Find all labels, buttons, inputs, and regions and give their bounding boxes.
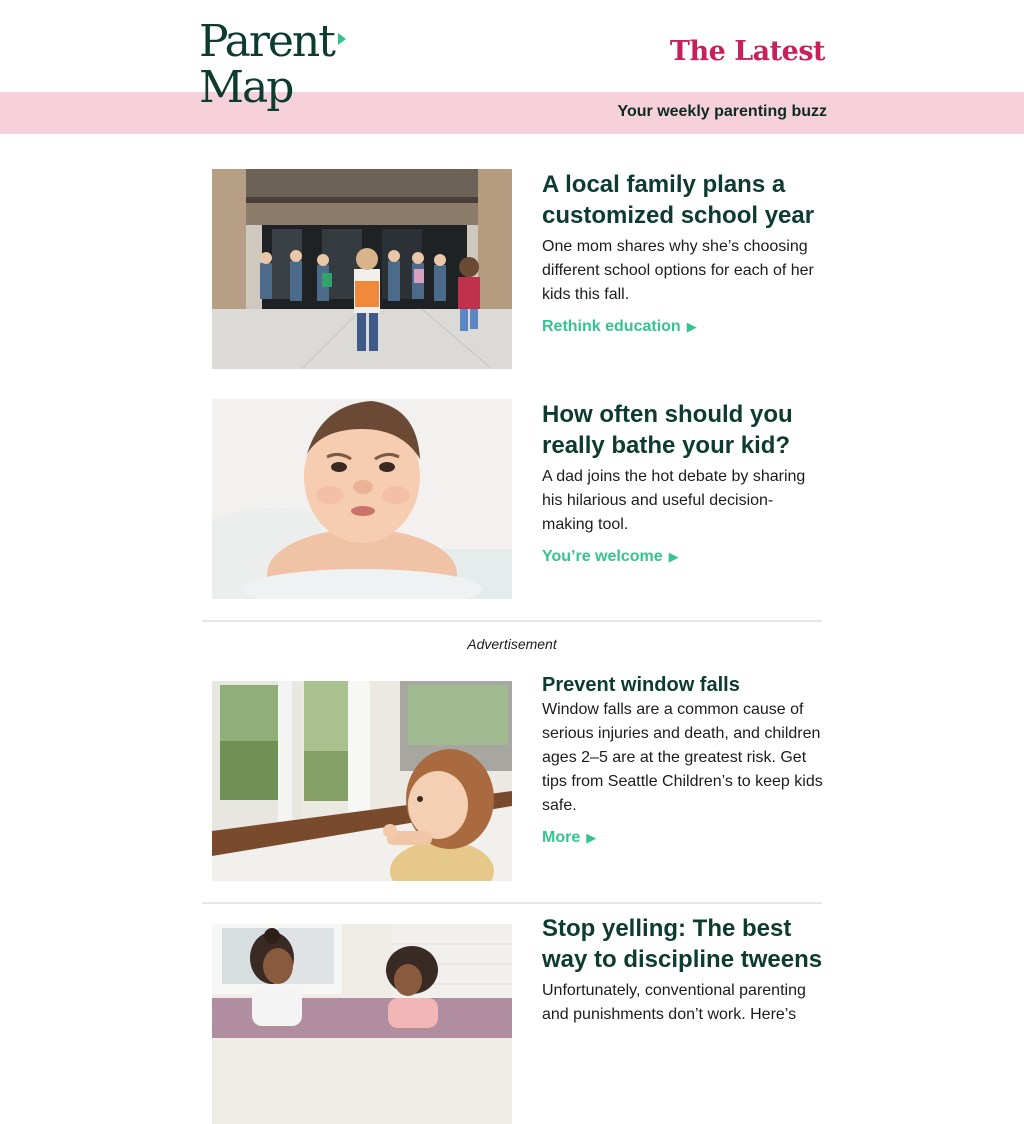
more-link[interactable] — [542, 829, 596, 847]
rethink-education-link[interactable] — [542, 318, 697, 336]
play-arrow-icon: ▶ — [686, 319, 697, 334]
article-text — [542, 169, 824, 336]
cta-label: You’re welcome — [542, 548, 663, 565]
play-arrow-icon: ▶ — [586, 830, 597, 845]
child-at-window-photo[interactable] — [212, 681, 512, 881]
article-text — [542, 913, 824, 1027]
newsletter-title: The Latest — [669, 36, 825, 67]
article-title[interactable]: Stop yelling: The best way to discipline tweens — [542, 915, 823, 973]
advertisement-label: Advertisement — [467, 636, 557, 652]
section-divider — [202, 620, 822, 622]
parentmap-logo[interactable] — [199, 18, 359, 118]
logo-play-icon — [338, 33, 346, 45]
toddler-in-bath-photo[interactable] — [212, 399, 512, 599]
logo-word-map: Map — [199, 62, 293, 113]
advertisement-title[interactable]: Prevent window falls — [542, 674, 740, 696]
advertisement-summary: Window falls are a common cause of serious injuries and death, and children ages 2–5 are at the greatest risk. Get tips from Seattle Children’s to keep kids safe. — [542, 701, 823, 814]
advertisement-text — [542, 672, 824, 847]
logo-word-parent: Parent — [199, 16, 334, 67]
article-title[interactable]: How often should you really bathe your kid? — [542, 401, 793, 459]
tagline-band — [0, 92, 1024, 134]
cta-label: More — [542, 829, 581, 846]
mother-and-daughter-on-couch-photo[interactable] — [212, 924, 512, 1124]
article-title[interactable]: A local family plans a customized school year — [542, 171, 815, 229]
kids-entering-school-photo[interactable] — [212, 169, 512, 369]
article-summary: One mom shares why she’s choosing different school options for each of her kids this fall. — [542, 238, 814, 303]
article-text — [542, 399, 824, 566]
play-arrow-icon: ▶ — [668, 549, 679, 564]
youre-welcome-link[interactable] — [542, 548, 679, 566]
article-summary: A dad joins the hot debate by sharing his hilarious and useful decision-making tool. — [542, 468, 806, 533]
article-summary: Unfortunately, conventional parenting and punishments don’t work. Here’s — [542, 982, 806, 1023]
newsletter-tagline: Your weekly parenting buzz — [617, 103, 827, 120]
section-divider — [202, 902, 822, 904]
cta-label: Rethink education — [542, 318, 681, 335]
